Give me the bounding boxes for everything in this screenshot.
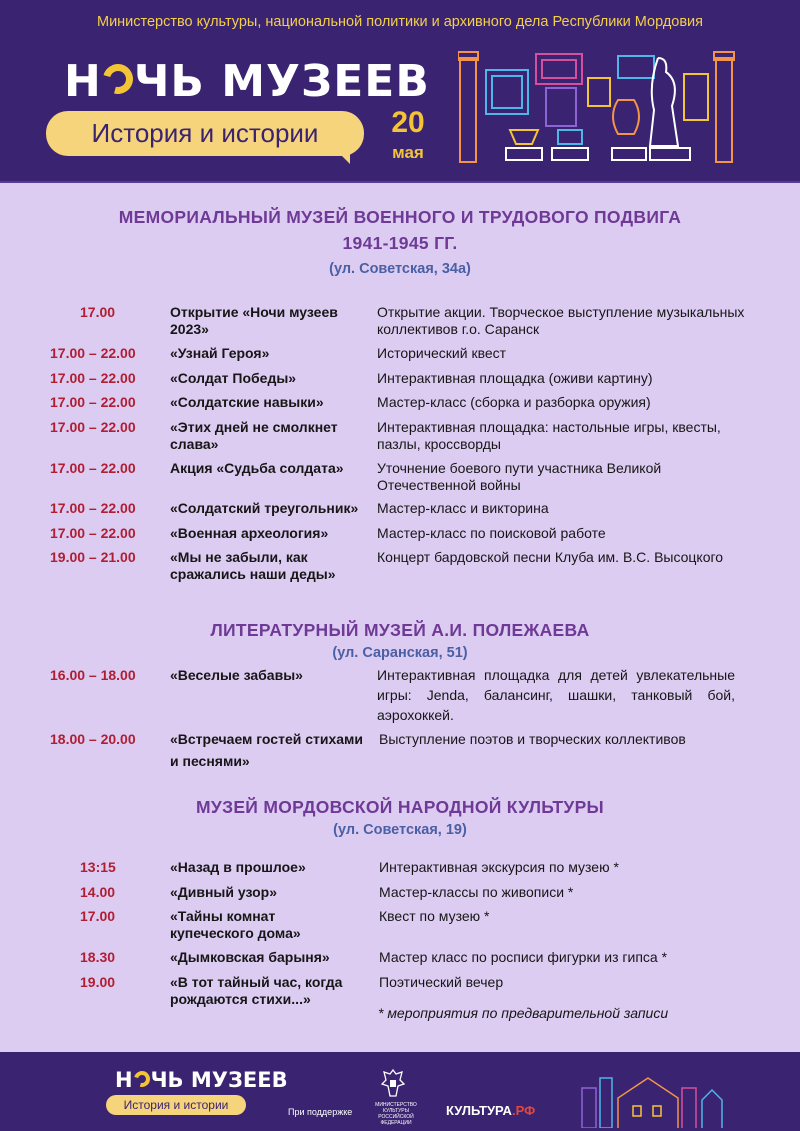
logo-text-part1: Н bbox=[64, 56, 102, 107]
event-time: 19.00 bbox=[80, 974, 116, 990]
header-banner bbox=[0, 0, 800, 183]
event-name: «Веселые забавы» bbox=[170, 667, 303, 683]
event-time: 17.00 bbox=[80, 908, 116, 924]
event-time: 18.00 – 20.00 bbox=[50, 731, 136, 747]
section-1-title-line2: 1941-1945 ГГ. bbox=[342, 233, 458, 253]
event-name: «В тот тайный час, когда рождаются стихи...» bbox=[170, 974, 343, 1007]
event-description: Квест по музею * bbox=[379, 908, 490, 924]
support-label: При поддержке bbox=[288, 1107, 353, 1117]
event-name: «Солдат Победы» bbox=[170, 370, 297, 386]
date-day: 20 bbox=[391, 106, 425, 139]
event-name: Акция «Судьба солдата» bbox=[170, 460, 344, 476]
event-time: 17.00 – 22.00 bbox=[50, 419, 136, 435]
event-time: 18.30 bbox=[80, 949, 116, 965]
event-description: Интерактивная экскурсия по музею * bbox=[379, 859, 619, 875]
eagle-emblem-icon bbox=[380, 1068, 406, 1098]
section-3-address: (ул. Советская, 19) bbox=[333, 822, 467, 838]
slogan-text: История и истории bbox=[91, 118, 319, 148]
event-description: Мастер-класс (сборка и разборка оружия) bbox=[377, 394, 651, 410]
event-description: Интерактивная площадка: настольные игры, квесты, пазлы, кроссворды bbox=[377, 419, 721, 452]
event-description: Мастер-классы по живописи * bbox=[379, 884, 574, 900]
footer-logo bbox=[115, 1068, 288, 1092]
section-2-title: ЛИТЕРАТУРНЫЙ МУЗЕЙ А.И. ПОЛЕЖАЕВА bbox=[210, 620, 590, 640]
section-1-title-line1: МЕМОРИАЛЬНЫЙ МУЗЕЙ ВОЕННОГО И ТРУДОВОГО ПОДВИГА bbox=[118, 207, 682, 227]
event-name: «Солдатские навыки» bbox=[170, 394, 324, 410]
event-time: 14.00 bbox=[80, 884, 116, 900]
event-time: 19.00 – 21.00 bbox=[50, 549, 136, 565]
event-description: Интерактивная площадка (оживи картину) bbox=[377, 370, 653, 386]
event-description: Поэтический вечер bbox=[379, 974, 504, 990]
museum-illustration-icon bbox=[458, 48, 748, 168]
event-time: 17.00 – 22.00 bbox=[50, 500, 136, 516]
event-description: Исторический квест bbox=[377, 345, 507, 361]
event-name: «Дымковская барыня» bbox=[170, 949, 330, 965]
event-description: Интерактивная площадка для детей увлекательные игры: Jenda, балансинг, шашки, танковый бой, аэрохоккей. bbox=[377, 667, 735, 723]
event-description: Открытие акции. Творческое выступление музыкальных коллективов г.о. Саранск bbox=[377, 304, 745, 337]
footer-logo-part1: Н bbox=[115, 1068, 133, 1092]
event-name: Открытие «Ночи музеев 2023» bbox=[170, 304, 338, 337]
slogan-bubble bbox=[46, 111, 364, 156]
event-description: Мастер-класс и викторина bbox=[377, 500, 549, 516]
event-name: «Военная археология» bbox=[170, 525, 329, 541]
event-name: «Солдатский треугольник» bbox=[170, 500, 359, 516]
moon-icon bbox=[131, 1068, 153, 1090]
logo-text-part2: ЧЬ МУЗЕЕВ bbox=[133, 56, 430, 107]
event-name: «Тайны комнат купеческого дома» bbox=[170, 908, 301, 941]
event-name: «Узнай Героя» bbox=[170, 345, 270, 361]
footer-banner bbox=[0, 1052, 800, 1131]
moon-icon bbox=[97, 59, 138, 100]
event-time: 16.00 – 18.00 bbox=[50, 667, 136, 683]
date-month: мая bbox=[392, 143, 424, 162]
event-description: Концерт бардовской песни Клуба им. В.С. Высоцкого bbox=[377, 549, 724, 565]
event-time: 17.00 – 22.00 bbox=[50, 460, 136, 476]
event-time: 13:15 bbox=[80, 859, 116, 875]
event-time: 17.00 bbox=[80, 304, 116, 320]
event-description: Мастер-класс по поисковой работе bbox=[377, 525, 606, 541]
event-description: Выступление поэтов и творческих коллективов bbox=[379, 731, 686, 747]
ministry-russia-label: МИНИСТЕРСТВО КУЛЬТУРЫ РОССИЙСКОЙ ФЕДЕРАЦИИ bbox=[375, 1102, 417, 1126]
event-name: «Мы не забыли, как сражались наши деды» bbox=[170, 549, 336, 582]
town-illustration-icon bbox=[578, 1058, 728, 1128]
ministry-title: Министерство культуры, национальной политики и архивного дела Республики Мордовия bbox=[96, 14, 703, 30]
night-of-museums-logo bbox=[64, 56, 430, 107]
kultura-text: КУЛЬТУРА bbox=[446, 1103, 512, 1118]
event-name: «Этих дней не смолкнет слава» bbox=[170, 419, 338, 452]
section-1-address: (ул. Советская, 34а) bbox=[329, 261, 471, 277]
event-description: Уточнение боевого пути участника Великой Отечественной войны bbox=[377, 460, 662, 493]
section-2-address: (ул. Саранская, 51) bbox=[332, 645, 468, 661]
event-time: 17.00 – 22.00 bbox=[50, 370, 136, 386]
event-time: 17.00 – 22.00 bbox=[50, 345, 136, 361]
footer-slogan: История и истории bbox=[106, 1095, 246, 1115]
event-name: «Встречаем гостей стихами и песнями» bbox=[170, 731, 364, 769]
event-description: Мастер класс по росписи фигурки из гипса * bbox=[379, 949, 668, 965]
event-time: 17.00 – 22.00 bbox=[50, 525, 136, 541]
registration-note: * мероприятия по предварительной записи bbox=[378, 1005, 669, 1021]
kultura-rf-logo bbox=[446, 1103, 535, 1118]
event-time: 17.00 – 22.00 bbox=[50, 394, 136, 410]
rf-text: .РФ bbox=[511, 1103, 536, 1118]
event-name: «Дивный узор» bbox=[170, 884, 277, 900]
event-name: «Назад в прошлое» bbox=[170, 859, 306, 875]
section-3-title: МУЗЕЙ МОРДОВСКОЙ НАРОДНОЙ КУЛЬТУРЫ bbox=[196, 797, 604, 817]
footer-logo-part2: ЧЬ МУЗЕЕВ bbox=[150, 1068, 288, 1092]
